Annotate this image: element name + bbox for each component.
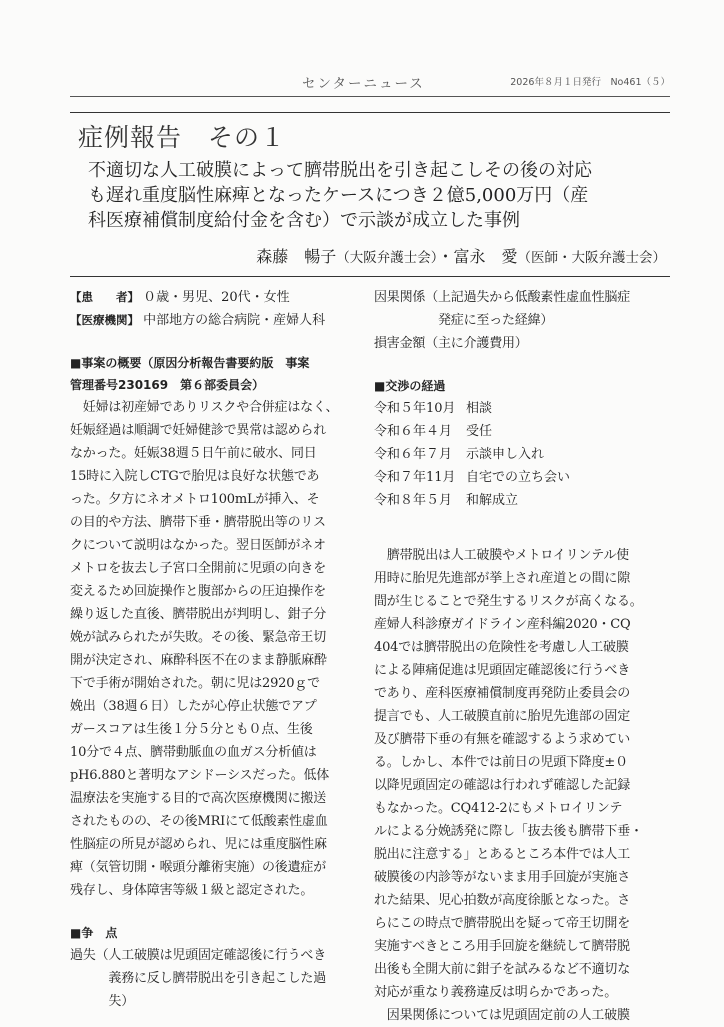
institution-row bbox=[70, 309, 360, 332]
summary-line: 下で手術が開始された。朝に児は2920ｇで bbox=[70, 676, 320, 691]
author-separator: ・ bbox=[437, 247, 454, 266]
discussion-line: ルによる分娩誘発に際し「抜去後も臍帯下垂・ bbox=[374, 824, 643, 839]
summary-line: 残存し、身体障害等級１級と認定された。 bbox=[70, 883, 314, 898]
summary-line: ガースコアは生後１分５分とも０点、生後 bbox=[70, 722, 313, 737]
section-title: 症例報告 その１ bbox=[78, 123, 287, 152]
author-name: 富永 愛 bbox=[453, 247, 518, 266]
subtitle-line: も遅れ重度脳性麻痺となったケースにつき２億5,000万円（産 bbox=[88, 185, 589, 206]
summary-line: 性脳症の所見が認められ、児には重度脳性麻 bbox=[70, 837, 327, 852]
negotiation-heading: ■交渉の経過 bbox=[374, 379, 446, 393]
subtitle-line: 科医療補償制度給付金を含む）で示談が成立した事例 bbox=[88, 210, 520, 231]
summary-line: 15時に入院しCTGで胎児は良好な状態であ bbox=[70, 469, 320, 484]
summary-body bbox=[70, 396, 360, 902]
discussion-line: 及び臍帯下垂の有無を確認するよう求めてい bbox=[374, 732, 631, 747]
discussion-line: であり、産科医療補償制度再発防止委員会の bbox=[374, 686, 631, 701]
summary-line: 温療法を実施する目的で高次医療機関に搬送 bbox=[70, 791, 327, 806]
issues-line: 因果関係（上記過失から低酸素性虚血性脳症 bbox=[374, 290, 631, 305]
patient-label: 【患 者】 bbox=[70, 290, 139, 304]
issues-line: 過失（人工破膜は児頭固定確認後に行うべき bbox=[70, 948, 327, 963]
summary-line: 娩が試みられたが失敗。その後、緊急帝王切 bbox=[70, 630, 327, 645]
patient-row bbox=[70, 286, 360, 309]
timeline-date: 令和５年10月 bbox=[374, 401, 456, 416]
author-affiliation: （医師・大阪弁護士会） bbox=[517, 250, 666, 266]
discussion-line: による陣痛促進は児頭固定確認後に行うべき bbox=[374, 663, 631, 678]
timeline-date: 令和６年４月 bbox=[374, 424, 453, 439]
summary-line: 開が決定され、麻酔科医不在のまま静脈麻酔 bbox=[70, 653, 327, 668]
summary-line: クについて説明はなかった。翌日医師がネオ bbox=[70, 538, 326, 553]
timeline-date: 令和６年７月 bbox=[374, 447, 453, 462]
discussion-line: 以降児頭固定の確認は行われず確認した記録 bbox=[374, 778, 631, 793]
summary-line: 変えるため回旋操作と腹部からの圧迫操作を bbox=[70, 584, 327, 599]
discussion-line: 実施すべきところ用手回旋を継続して臍帯脱 bbox=[374, 939, 630, 954]
subtitle-line: 不適切な人工破膜によって臍帯脱出を引き起こしその後の対応 bbox=[88, 160, 592, 181]
timeline-row bbox=[374, 489, 674, 512]
timeline-event: 受任 bbox=[466, 424, 493, 439]
issues-line: 損害金額（主に介護費用） bbox=[374, 336, 528, 351]
timeline-event: 自宅での立ち会い bbox=[466, 470, 571, 485]
timeline-row bbox=[374, 443, 674, 466]
right-column bbox=[374, 286, 674, 1027]
discussion-line: 提言でも、人工破膜直前に胎児先進部の固定 bbox=[374, 709, 631, 724]
summary-line: 妊婦は初産婦でありリスクや合併症はなく、 bbox=[70, 400, 339, 415]
summary-line: pH6.880と著明なアシドーシスだった。低体 bbox=[70, 768, 330, 783]
summary-line: されたものの、その後MRIにて低酸素性虚血 bbox=[70, 814, 328, 829]
author-name: 森藤 暢子 bbox=[256, 247, 337, 266]
timeline-event: 和解成立 bbox=[466, 493, 519, 508]
issues-line: 失） bbox=[70, 994, 135, 1009]
discussion-line: 産婦人科診療ガイドライン産科編2020・CQ bbox=[374, 617, 631, 632]
issue-date: 2026年８月１日発行 No461（５） bbox=[510, 77, 670, 88]
timeline-event: 示談申し入れ bbox=[466, 447, 545, 462]
issues-continued bbox=[374, 286, 674, 355]
newsletter-title: センターニュース bbox=[302, 76, 425, 92]
discussion-line: 破膜後の内診等がないまま用手回旋が実施さ bbox=[374, 870, 631, 885]
summary-heading: ■事案の概要（原因分析報告書要約版 事案 bbox=[70, 356, 310, 370]
discussion-line: 脱出に注意する」とあるところ本件では人工 bbox=[374, 847, 631, 862]
summary-line: 妊娠経過は順調で妊婦健診で異常は認められ bbox=[70, 423, 327, 438]
timeline-row bbox=[374, 397, 674, 420]
summary-line: 繰り返した直後、臍帯脱出が判明し、鉗子分 bbox=[70, 607, 327, 622]
page-header bbox=[70, 70, 670, 97]
author-line bbox=[256, 244, 666, 267]
discussion-line: 404では臍帯脱出の危険性を考慮し人工破膜 bbox=[374, 640, 629, 655]
discussion-line: 臍帯脱出は人工破膜やメトロイリンテル使 bbox=[374, 548, 629, 563]
timeline-date: 令和７年11月 bbox=[374, 470, 456, 485]
institution-label: 【医療機関】 bbox=[70, 313, 139, 327]
summary-line: った。夕方にネオメトロ100mLが挿入、そ bbox=[70, 492, 320, 507]
discussion-line: る。しかし、本件では前日の児頭下降度±０ bbox=[374, 755, 628, 770]
patient-value: ０歳・男児、20代・女性 bbox=[143, 290, 290, 305]
summary-line: なかった。妊娠38週５日午前に破水、同日 bbox=[70, 446, 317, 461]
discussion-line: 用時に胎児先進部が挙上され産道との間に隙 bbox=[374, 571, 631, 586]
negotiation-timeline bbox=[374, 397, 674, 512]
discussion-body bbox=[374, 544, 674, 1027]
institution-value: 中部地方の総合病院・産婦人科 bbox=[143, 313, 326, 328]
summary-line: メトロを抜去し子宮口全開前に児頭の向きを bbox=[70, 561, 327, 576]
issues-body bbox=[70, 944, 360, 1013]
summary-heading: 管理番号230169 第６部委員会） bbox=[70, 378, 265, 392]
timeline-date: 令和８年５月 bbox=[374, 493, 453, 508]
summary-line: 痺（気管切開・喉頭分離術実施）の後遺症が bbox=[70, 860, 327, 875]
left-column bbox=[70, 286, 360, 1013]
issues-line: 発症に至った経緯） bbox=[374, 313, 554, 328]
summary-line: 10分で４点、臍帯動脈血の血ガス分析値は bbox=[70, 745, 317, 760]
issues-line: 義務に反し臍帯脱出を引き起こした過 bbox=[70, 971, 327, 986]
summary-line: 娩出（38週６日）したが心停止状態でアプ bbox=[70, 699, 317, 714]
author-affiliation: （大阪弁護士会） bbox=[336, 250, 438, 266]
discussion-line: 間が生じることで発生するリスクが高くなる。 bbox=[374, 594, 643, 609]
article-subtitle bbox=[88, 158, 668, 233]
discussion-line: 因果関係については児頭固定前の人工破膜 bbox=[374, 1008, 630, 1023]
title-rule bbox=[70, 112, 670, 113]
author-rule bbox=[70, 276, 670, 277]
discussion-line: もなかった。CQ412-2にもメトロイリンテ bbox=[374, 801, 623, 816]
discussion-line: らにこの時点で臍帯脱出を疑って帝王切開を bbox=[374, 916, 631, 931]
discussion-line: れた結果、児心拍数が高度徐脈となった。さ bbox=[374, 893, 631, 908]
summary-line: の目的や方法、臍帯下垂・臍帯脱出等のリス bbox=[70, 515, 326, 530]
timeline-event: 相談 bbox=[466, 401, 493, 416]
timeline-row bbox=[374, 466, 674, 489]
discussion-line: 出後も全開大前に鉗子を試みるなど不適切な bbox=[374, 962, 631, 977]
issues-heading: ■争 点 bbox=[70, 926, 118, 940]
timeline-row bbox=[374, 420, 674, 443]
discussion-line: 対応が重なり義務違反は明らかであった。 bbox=[374, 985, 618, 1000]
